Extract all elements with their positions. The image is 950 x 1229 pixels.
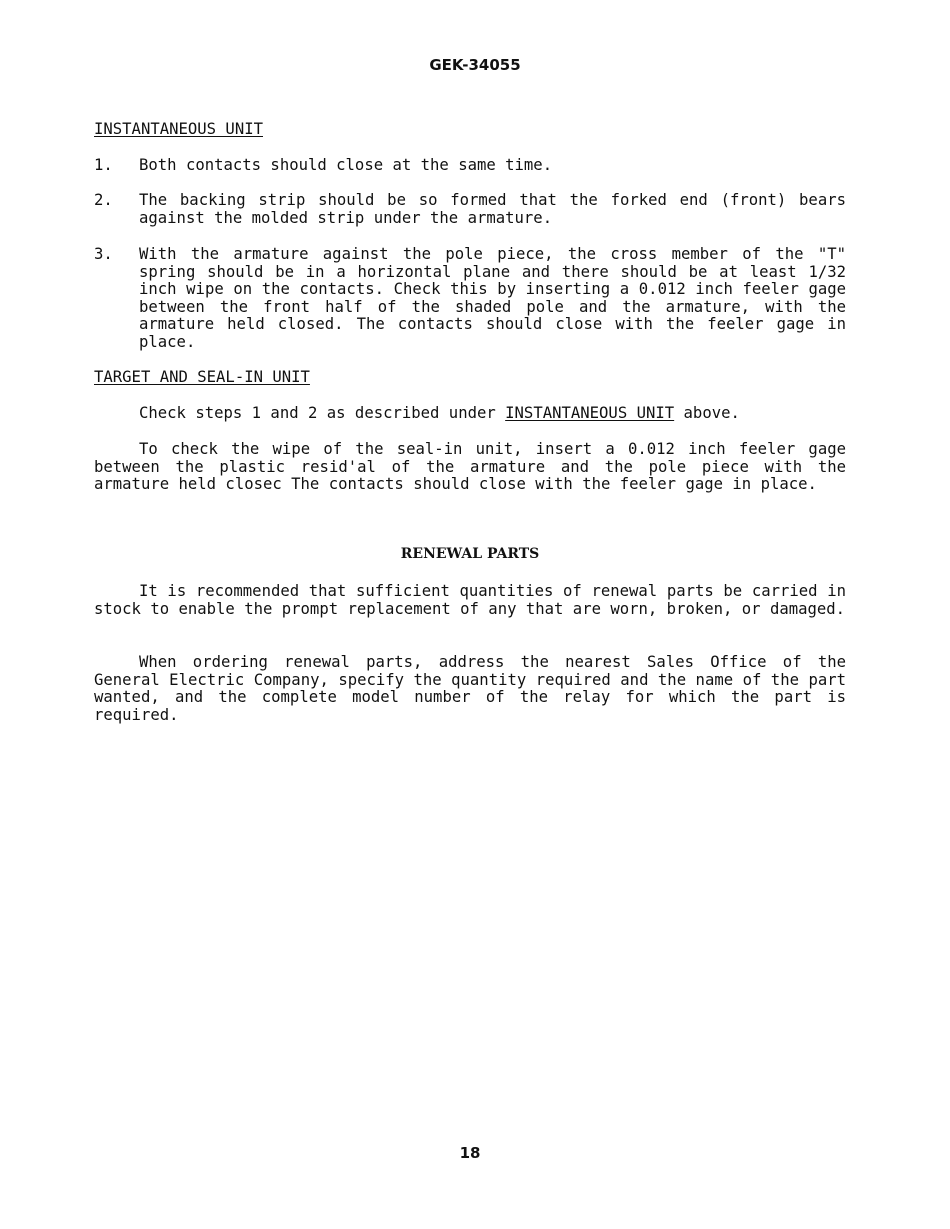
document-id: GEK-34055 [429, 56, 521, 74]
section-title-renewal-parts: RENEWAL PARTS [400, 546, 540, 562]
section-heading-instantaneous-unit: INSTANTANEOUS UNIT [94, 120, 263, 138]
paragraph-renewal-stock: It is recommended that sufficient quantities of renewal parts be carried in stock to enable the prompt replacement of any that are worn, broken, or damaged. [94, 582, 846, 618]
page-number: 18 [459, 1144, 481, 1162]
paragraph-text: above. [674, 404, 740, 422]
paragraph-seal-in-wipe: To check the wipe of the seal-in unit, insert a 0.012 inch feeler gage between the plastic resid'al of the armature and the pole piece with the armature held closec The contacts should close with the feeler gage in place. [94, 440, 846, 494]
paragraph-check-steps [94, 405, 846, 423]
paragraph-text: Check steps 1 and 2 as described under [139, 404, 506, 422]
list-item-text: With the armature against the pole piece, the cross member of the "T" spring should be in a horizontal plane and there should be at least 1/32 inch wipe on the contacts. Check this by inserting a 0.012 inch feeler gage between the front half of the shaded pole and the armature, with the armature held closed. The contacts should close with the feeler gage in place. [139, 245, 846, 351]
list-item-text: The backing strip should be so formed that the forked end (front) bears against the molded strip under the armature. [139, 191, 846, 227]
section-reference: INSTANTANEOUS UNIT [505, 404, 675, 422]
list-item-text: Both contacts should close at the same time. [139, 156, 553, 174]
paragraph-renewal-ordering: When ordering renewal parts, address the nearest Sales Office of the General Electric Company, specify the quantity required and the name of the part wanted, and the complete model number of the relay for which the part is required. [94, 653, 846, 724]
section-heading-target-seal-in-unit: TARGET AND SEAL-IN UNIT [94, 368, 310, 386]
list-item-number: 2. [94, 191, 113, 209]
list-item-number: 1. [94, 156, 113, 174]
list-item-number: 3. [94, 245, 113, 263]
